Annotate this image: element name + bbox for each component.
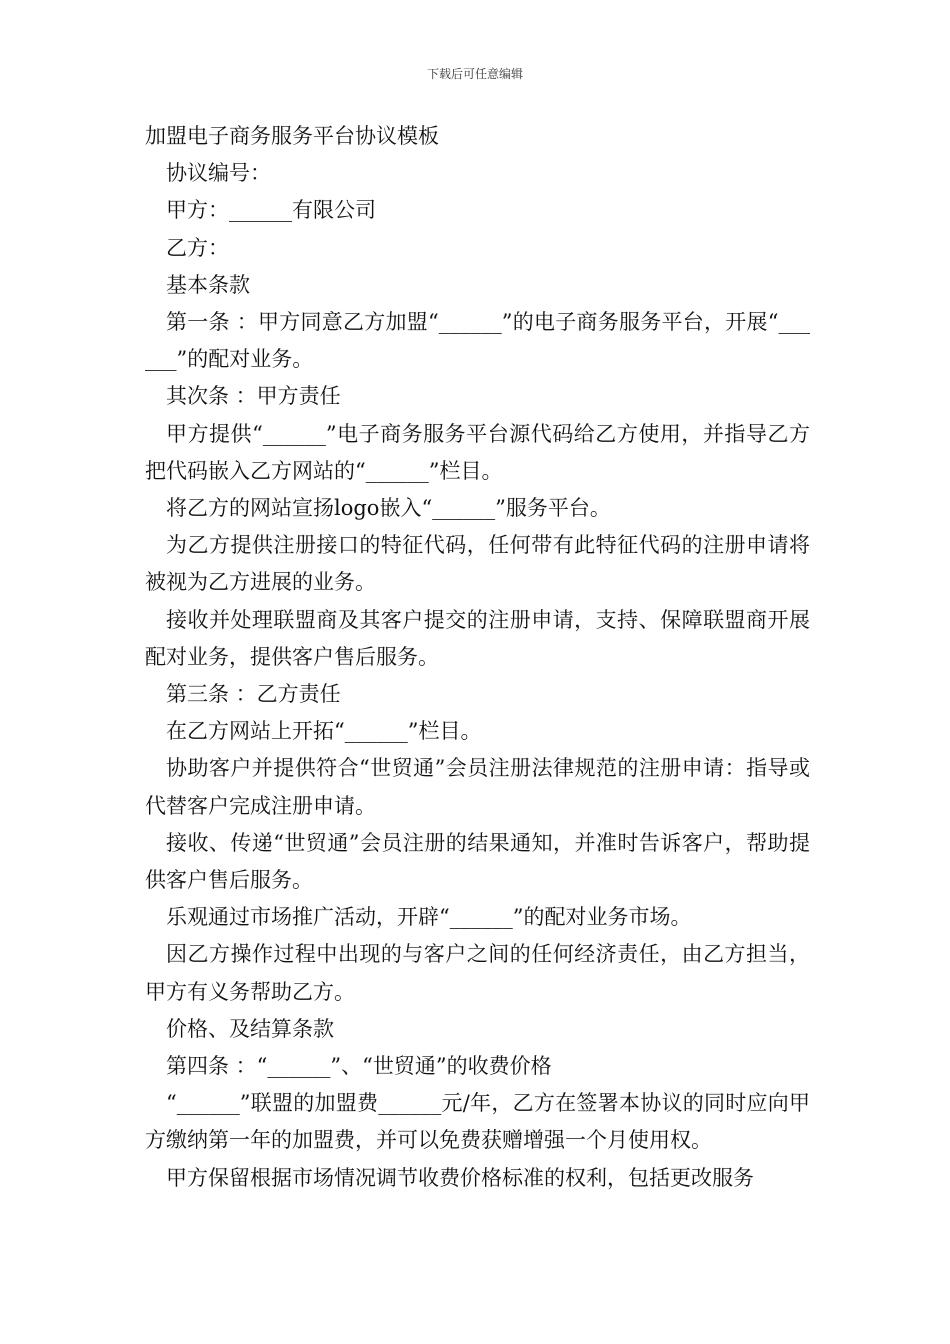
section-heading-pricing: 价格、及结算条款 bbox=[166, 1016, 334, 1041]
agreement-number: 协议编号： bbox=[166, 161, 271, 186]
document-title: 加盟电子商务服务平台协议模板 bbox=[145, 124, 439, 148]
party-a-duty-3: 为乙方提供注册接口的特征代码，任何带有此特征代码的注册申请将被视为乙方进展的业务。 bbox=[145, 533, 810, 595]
party-b-duty-2: 协助客户并提供符合“世贸通”会员注册法律规范的注册申请：指导或代替客户完成注册申请。 bbox=[145, 756, 810, 818]
pricing-term-2: 甲方保留根据市场情况调节收费价格标准的权利，包括更改服务 bbox=[166, 1165, 754, 1190]
party-b: 乙方： bbox=[166, 235, 229, 260]
article-2-heading: 其次条 ：甲方责任 bbox=[166, 384, 341, 409]
party-a-duty-2: 将乙方的网站宣扬logo嵌入“______”服务平台。 bbox=[166, 496, 611, 521]
party-a: 甲方：______有限公司 bbox=[166, 198, 376, 223]
article-3-heading: 第三条 ：乙方责任 bbox=[166, 682, 341, 707]
party-b-duty-1: 在乙方网站上开拓“______”栏目。 bbox=[166, 719, 482, 744]
article-1: 第一条 ：甲方同意乙方加盟“______”的电子商务服务平台，开展“______”的配对业务。 bbox=[145, 310, 810, 372]
party-b-duty-4: 乐观通过市场推广活动，开辟“______”的配对业务市场。 bbox=[166, 905, 692, 930]
document-body bbox=[145, 118, 810, 1197]
party-a-duty-1: 甲方提供“______”电子商务服务平台源代码给乙方使用，并指导乙方把代码嵌入乙方网站的“______”栏目。 bbox=[145, 421, 810, 483]
party-b-duty-3: 接收、传递“世贸通”会员注册的结果通知，并准时告诉客户，帮助提供客户售后服务。 bbox=[145, 830, 810, 893]
party-a-duty-4: 接收并处理联盟商及其客户提交的注册申请，支持、保障联盟商开展配对业务，提供客户售后服务。 bbox=[145, 607, 810, 669]
pricing-term-1: “______”联盟的加盟费______元/年，乙方在签署本协议的同时应向甲方缴纳第一年的加盟费，并可以免费获赠增强一个月使用权。 bbox=[145, 1091, 810, 1153]
party-b-duty-5: 因乙方操作过程中出现的与客户之间的任何经济责任，由乙方担当，甲方有义务帮助乙方。 bbox=[145, 942, 810, 1004]
section-heading-basic-terms: 基本条款 bbox=[166, 272, 250, 297]
page-header: 下载后可任意编辑 bbox=[426, 67, 523, 81]
article-4-heading: 第四条 ：“______”、“世贸通”的收费价格 bbox=[166, 1054, 552, 1079]
